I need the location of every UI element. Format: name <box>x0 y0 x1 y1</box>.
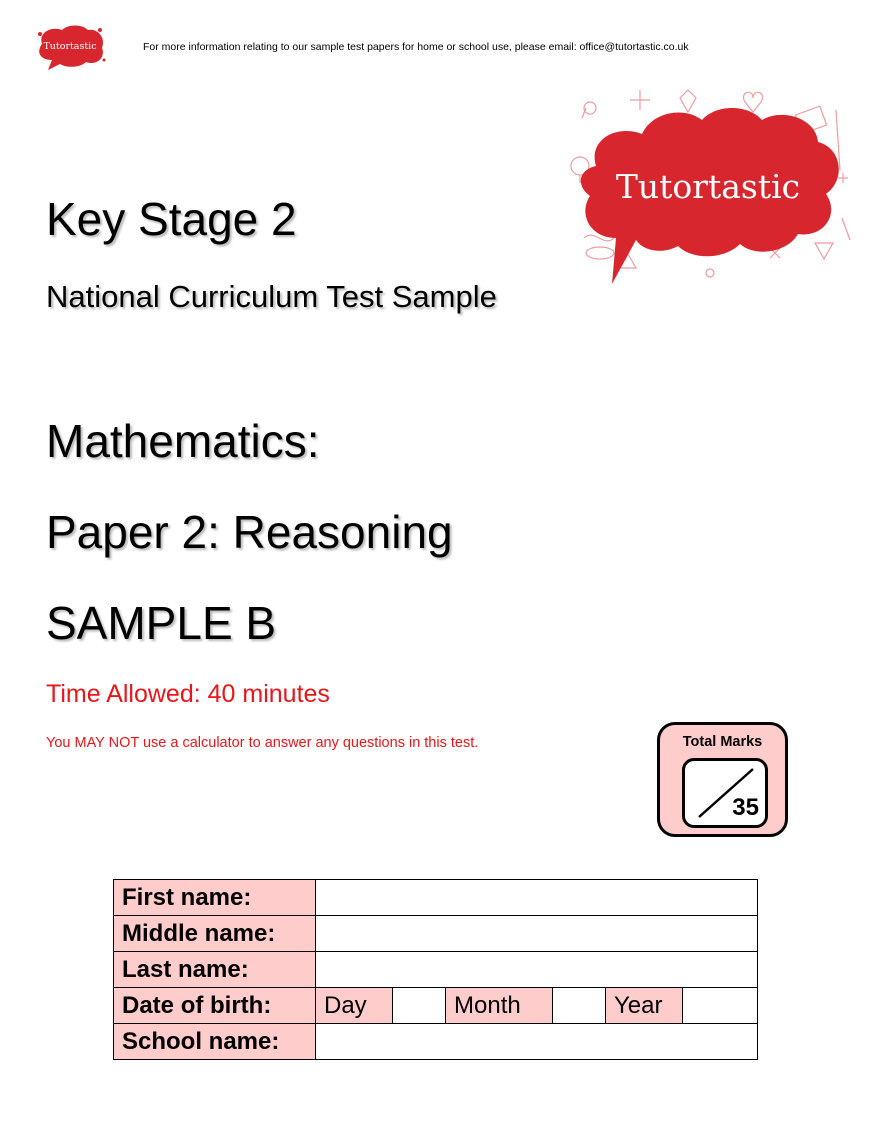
middle-name-field[interactable] <box>316 916 758 952</box>
paper-title: Paper 2: Reasoning <box>46 506 453 558</box>
first-name-field[interactable] <box>316 880 758 916</box>
main-logo-text: Tutortastic <box>615 167 801 206</box>
header-contact-info: For more information relating to our sample test papers for home or school use, please email: office@tutortastic.co.uk <box>143 41 689 53</box>
subject-title: Mathematics: <box>46 415 320 467</box>
date-of-birth-label: Date of birth: <box>114 988 316 1024</box>
table-row <box>114 988 758 1024</box>
marks-score-field[interactable] <box>682 758 768 828</box>
total-marks-label: Total Marks <box>682 734 763 750</box>
key-stage-title: Key Stage 2 <box>46 193 297 245</box>
total-marks-box <box>657 722 788 837</box>
calculator-note: You MAY NOT use a calculator to answer any questions in this test. <box>46 735 479 751</box>
month-label: Month <box>446 988 553 1024</box>
table-row <box>114 880 758 916</box>
total-marks-value: 35 <box>732 794 759 821</box>
pupil-details-table <box>113 879 758 1060</box>
test-subtitle: National Curriculum Test Sample <box>46 279 497 314</box>
small-logo-text: Tutortastic <box>43 41 97 52</box>
middle-name-label: Middle name: <box>114 916 316 952</box>
time-allowed: Time Allowed: 40 minutes <box>46 680 330 708</box>
last-name-label: Last name: <box>114 952 316 988</box>
tutortastic-main-logo <box>560 88 860 288</box>
month-field[interactable] <box>553 988 606 1024</box>
sample-title: SAMPLE B <box>46 597 277 649</box>
last-name-field[interactable] <box>316 952 758 988</box>
year-field[interactable] <box>683 988 758 1024</box>
tutortastic-small-logo <box>34 22 106 72</box>
table-row <box>114 1024 758 1060</box>
school-name-field[interactable] <box>316 1024 758 1060</box>
school-name-label: School name: <box>114 1024 316 1060</box>
day-label: Day <box>316 988 393 1024</box>
first-name-label: First name: <box>114 880 316 916</box>
day-field[interactable] <box>393 988 446 1024</box>
table-row <box>114 952 758 988</box>
table-row <box>114 916 758 952</box>
year-label: Year <box>606 988 683 1024</box>
